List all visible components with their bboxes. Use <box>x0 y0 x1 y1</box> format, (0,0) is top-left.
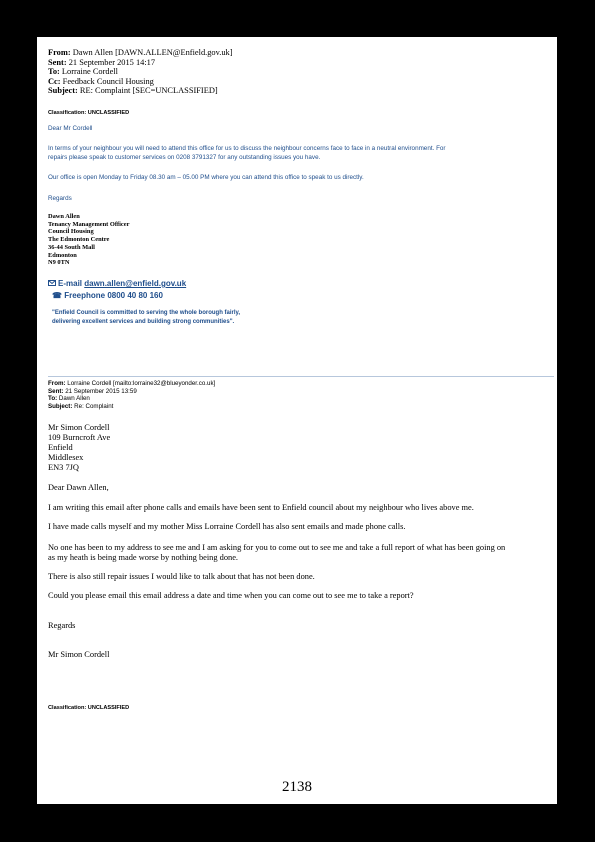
original-paragraph-1: I am writing this email after phone calls and emails have been sent to Enfield council about my neighbour who lives above me. <box>48 503 474 512</box>
original-paragraph-5: Could you please email this email address a date and time when you can come out to see me to take a report? <box>48 591 414 600</box>
original-paragraph-3-line-2: as my heath is being made worse by nothing being done. <box>48 552 239 562</box>
to-value: Lorraine Cordell <box>61 67 118 77</box>
original-regards: Regards <box>48 621 76 630</box>
original-greeting: Dear Dawn Allen, <box>48 483 109 492</box>
cc-row <box>48 77 233 87</box>
sent-row-2 <box>48 388 215 396</box>
sent-label: Sent: <box>48 57 67 67</box>
signature-address-3: Edmonton <box>48 251 77 259</box>
original-paragraph-3 <box>48 543 548 562</box>
original-paragraph-2: I have made calls myself and my mother Miss Lorraine Cordell has also sent emails and made phone calls. <box>48 522 406 531</box>
reply-paragraph-1 <box>48 144 446 163</box>
reply-greeting: Dear Mr Cordell <box>48 125 93 132</box>
reply-paragraph-2: Our office is open Monday to Friday 08.30 am – 05.00 PM where you can attend this office to speak to us directly. <box>48 174 364 181</box>
subject-label-2: Subject: <box>48 402 73 410</box>
classification-top: Classification: UNCLASSIFIED <box>48 110 130 116</box>
signature-title: Tenancy Management Officer <box>48 220 130 228</box>
subject-label: Subject: <box>48 86 78 96</box>
cc-value: Feedback Council Housing <box>62 76 154 86</box>
email-header-reply <box>48 48 233 96</box>
to-row-2 <box>48 395 215 403</box>
page-number: 2138 <box>282 779 312 795</box>
from-label-2: From: <box>48 380 66 387</box>
from-row-2 <box>48 380 215 388</box>
signature-department: Council Housing <box>48 228 94 236</box>
sent-label-2: Sent: <box>48 387 64 395</box>
freephone-number: Freephone 0800 40 80 160 <box>64 291 163 300</box>
signature-address-2: 36-44 South Mall <box>48 243 95 251</box>
reply-regards: Regards <box>48 195 72 202</box>
email-header-original <box>48 380 215 410</box>
from-value: Dawn Allen [DAWN.ALLEN@Enfield.gov.uk] <box>72 48 233 57</box>
original-paragraph-3-line-1: No one has been to my address to see me and I am asking for you to come out to see me and take a full report of what has been going on <box>48 543 506 552</box>
reply-paragraph-1-line-2: repairs please speak to customer services on 0208 3791327 for any outstanding issues you have. <box>48 154 321 162</box>
email-link[interactable]: dawn.allen@enfield.gov.uk <box>84 279 187 288</box>
signature-block <box>48 213 129 267</box>
quote-line-1: "Enfield Council is committed to serving the whole borough fairly, <box>52 310 241 316</box>
address-street: 109 Burncroft Ave <box>48 433 111 442</box>
sender-address <box>48 423 110 473</box>
to-row <box>48 67 233 77</box>
from-row <box>48 48 233 58</box>
from-label: From: <box>48 48 71 57</box>
sent-value: 21 September 2015 14:17 <box>68 57 156 67</box>
envelope-icon <box>48 280 56 286</box>
signature-contact <box>48 278 186 302</box>
email-row <box>48 278 186 290</box>
subject-value-2: Re: Complaint <box>74 402 114 410</box>
reply-paragraph-1-line-1: In terms of your neighbour you will need to attend this office for us to discuss the neighbour concerns face to face in a neutral environment. For <box>48 145 446 152</box>
signature-postcode: N9 0TN <box>48 259 70 267</box>
subject-row-2 <box>48 403 215 411</box>
to-label: To: <box>48 67 60 77</box>
subject-value: RE: Complaint [SEC=UNCLASSIFIED] <box>79 86 218 96</box>
address-name: Mr Simon Cordell <box>48 423 110 432</box>
to-label-2: To: <box>48 395 58 403</box>
original-sender-name: Mr Simon Cordell <box>48 650 110 659</box>
phone-icon: ☎ <box>52 291 62 300</box>
quote-line-2: delivering excellent services and building strong communities". <box>52 319 235 326</box>
address-postcode: EN3 7JQ <box>48 463 79 472</box>
from-value-2: Lorraine Cordell [mailto:lorraine32@blueyonder.co.uk] <box>67 380 216 387</box>
signature-address-1: The Edmonton Centre <box>48 236 110 244</box>
phone-row <box>48 290 186 302</box>
email-label: E-mail <box>58 279 83 288</box>
document-page <box>37 37 557 804</box>
address-town: Enfield <box>48 443 73 452</box>
original-paragraph-4: There is also still repair issues I would like to talk about that has not been done. <box>48 572 315 581</box>
signature-name: Dawn Allen <box>48 213 80 220</box>
subject-row <box>48 86 233 96</box>
classification-bottom: Classification: UNCLASSIFIED <box>48 705 130 711</box>
thread-divider <box>48 376 554 377</box>
sent-value-2: 21 September 2015 13:59 <box>65 387 137 395</box>
sent-row <box>48 58 233 68</box>
address-county: Middlesex <box>48 453 84 462</box>
council-quote <box>52 309 240 328</box>
cc-label: Cc: <box>48 76 61 86</box>
to-value-2: Dawn Allen <box>58 395 90 403</box>
